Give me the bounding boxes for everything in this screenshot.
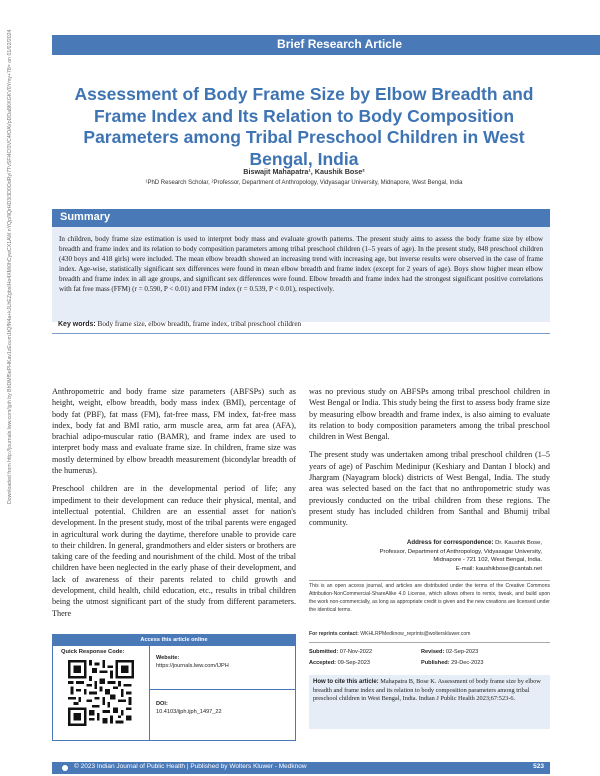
footer-text: © 2023 Indian Journal of Public Health | Published by Wolters Kluwer - Medknow bbox=[74, 763, 307, 770]
license-text: This is an open access journal, and articles are distributed under the terms of the Creative Commons Attribution-NonCommercial-ShareAlike 4.0 License, which allows others to remix, tweak, and build upon the work non-commercially, as long as appropriate credit is given and the new creations are licensed under the identical terms. bbox=[309, 583, 550, 614]
footer-bar bbox=[52, 762, 550, 774]
qr-label: Quick Response Code: bbox=[61, 649, 125, 655]
download-watermark bbox=[0, 29, 18, 510]
access-heading: Access this article online bbox=[53, 635, 295, 646]
correspondence-label: Address for correspondence: bbox=[406, 539, 494, 546]
revised-date: 02-Sep-2023 bbox=[445, 649, 479, 655]
doi-link[interactable]: 10.4103/ijph.ijph_1497_22 bbox=[156, 709, 222, 715]
section-label: Brief Research Article bbox=[277, 37, 402, 51]
keywords-divider bbox=[52, 333, 550, 334]
qr-code-icon[interactable] bbox=[68, 660, 134, 726]
qr-column bbox=[53, 646, 150, 740]
body-paragraph: Preschool children are in the developmental period of life; any impediment to their development can reduce their physical, mental, and intellectual potential. Children are an essential asset for nation's development. In the present study, most of the tribal parents were engaged in agricultural work during the daytime, therefore unable to provide care to their children. In general, grandmothers and elder sisters or brothers are taking care of the feeding and nourishment of the child. Most of the tribal children have been neglected in the early phase of their development, and lack of awareness of their parents related to child growth and development, child health, child education, etc., results in tribal children being the utmost significant part of the study from different parameters. There bbox=[52, 484, 296, 618]
summary-heading: Summary bbox=[60, 211, 111, 223]
doi-cell bbox=[150, 691, 295, 739]
website-label: Website: bbox=[156, 655, 180, 661]
website-cell bbox=[150, 646, 295, 690]
published-date: 29-Dec-2023 bbox=[451, 659, 484, 666]
doi-label: DOI: bbox=[156, 701, 168, 707]
summary-heading-bar bbox=[52, 209, 550, 227]
submitted-date: 07-Nov-2022 bbox=[339, 649, 373, 655]
body-paragraph: Anthropometric and body frame size parameters (ABFSPs) such as height, weight, elbow breadth, body mass index (BMI), percentage of body fat (PBF), fat mass (FM), fat-free mass, FM index, fat-free mass index, body fat and BMI ratio, arm muscle area, arm fat area (AFA), brachial adipo-muscular ratio (BAMR), and frame index are used to interpret body mass and evaluate frame size. In children, frame size was mostly determined by elbow breadth measurement (bicondylar breadth of the humerus). bbox=[52, 387, 296, 476]
body-column-left bbox=[52, 386, 296, 626]
footer-bullet-icon bbox=[62, 765, 68, 771]
published-label: Published: bbox=[421, 659, 450, 666]
reprints bbox=[309, 631, 550, 637]
keywords-text: Body frame size, elbow breadth, frame index, tribal preschool children bbox=[97, 320, 302, 328]
correspondence-email[interactable]: E-mail: kaushikbose@cantab.net bbox=[455, 565, 542, 572]
accepted-label: Accepted: bbox=[309, 659, 337, 666]
reprints-label: For reprints contact: bbox=[309, 631, 359, 637]
section-banner bbox=[52, 35, 600, 55]
page-number: 523 bbox=[533, 763, 544, 770]
body-column-right bbox=[309, 386, 550, 536]
accepted-date: 09-Sep-2023 bbox=[337, 659, 370, 666]
citation-text: Mahapatra B, Bose K. Assessment of body frame size by elbow breadth and frame index and its relation to body composition parameters among tribal preschool children in West Bengal, India. Indian J Public Health 2023;67:523-6. bbox=[313, 678, 541, 703]
article-title: Assessment of Body Frame Size by Elbow Breadth and Frame Index and Its Relation to Body Composition Parameters among Tribal Preschool Children in West Bengal, India bbox=[74, 84, 534, 169]
reprints-email[interactable]: WKHLRPMedknow_reprints@wolterskluwer.com bbox=[360, 631, 471, 637]
license-divider bbox=[309, 580, 550, 581]
keywords bbox=[58, 320, 542, 328]
article-dates bbox=[309, 647, 550, 668]
affiliation: ¹PhD Research Scholar, ²Professor, Department of Anthropology, Vidyasagar University, Midnapore, West Bengal, India bbox=[145, 180, 463, 186]
submitted-label: Submitted: bbox=[309, 649, 339, 655]
citation-box bbox=[309, 675, 550, 729]
authors: Biswajit Mahapatra¹, Kaushik Bose² bbox=[243, 167, 365, 176]
download-watermark-text: Downloaded from http://journals.lww.com/ijph by BhDMf5ePHKav1zEoum1tQfN4a+kJLhEZgbsIHo4XMi0hCywCX1AW nYQp/IlQrHD3i3D0OdRyi7TvSFl4Cf3VC4/OAVpDDa8KKGKV0Ymy+78= on 01/02/2024 bbox=[7, 29, 13, 504]
correspondence-block bbox=[309, 539, 542, 573]
body-paragraph: was no previous study on ABFSPs among tribal preschool children in West Bengal or India. This study being the first to assess body frame size by measuring elbow breadth and frame index, is also aiming to evaluate its relation to body composition parameters among the tribal preschool children in West Bengal. bbox=[309, 387, 550, 442]
correspondence-line: Professor, Department of Anthropology, Vidyasagar University, bbox=[379, 548, 542, 555]
keywords-label: Key words: bbox=[58, 321, 96, 328]
correspondence-line: Midnapore - 721 102, West Bengal, India. bbox=[433, 557, 542, 564]
website-link[interactable]: https://journals.lww.com/IJPH bbox=[156, 663, 229, 669]
citation-label: How to cite this article: bbox=[313, 679, 379, 685]
body-paragraph: The present study was undertaken among tribal preschool children (1–5 years of age) of Paschim Medinipur (Keshiary and Dantan I block) and Jhargram (Nayagram block) districts of West Bengal, India. The study area was selected based on the fact that no anthropometric study was previously conducted on the tribal children from these regions. The present study has included children from Santhal and Bhumij tribal community. bbox=[309, 450, 550, 528]
summary-text: In children, body frame size estimation is used to interpret body mass and evaluate growth patterns. The present study aims to assess the body frame size by elbow breadth and frame index and its relation to body composition parameters among tribal preschool children (1–5 years of age). In the present study, 848 preschool children (430 boys and 418 girls) were included. The mean elbow breadth showed an increasing trend with increasing age, but inverse results were observed in the case of frame index. Age-wise, statistically significant sex differences were found in mean elbow breadth and frame index (except for 2 years of age). Boys show higher mean elbow breadth and frame index in all age groups, and significant sex differences were found. Elbow breadth and frame index had the strongest significant positive correlations with fat free mass (FFM) (r = 0.590, P < 0.01) and FFM index (r = 0.539, P < 0.01), respectively. bbox=[52, 227, 550, 322]
access-online-box bbox=[52, 634, 296, 741]
dates-divider bbox=[309, 642, 550, 643]
revised-label: Revised: bbox=[421, 649, 445, 655]
correspondence-name: Dr. Kaushik Bose, bbox=[495, 540, 542, 546]
